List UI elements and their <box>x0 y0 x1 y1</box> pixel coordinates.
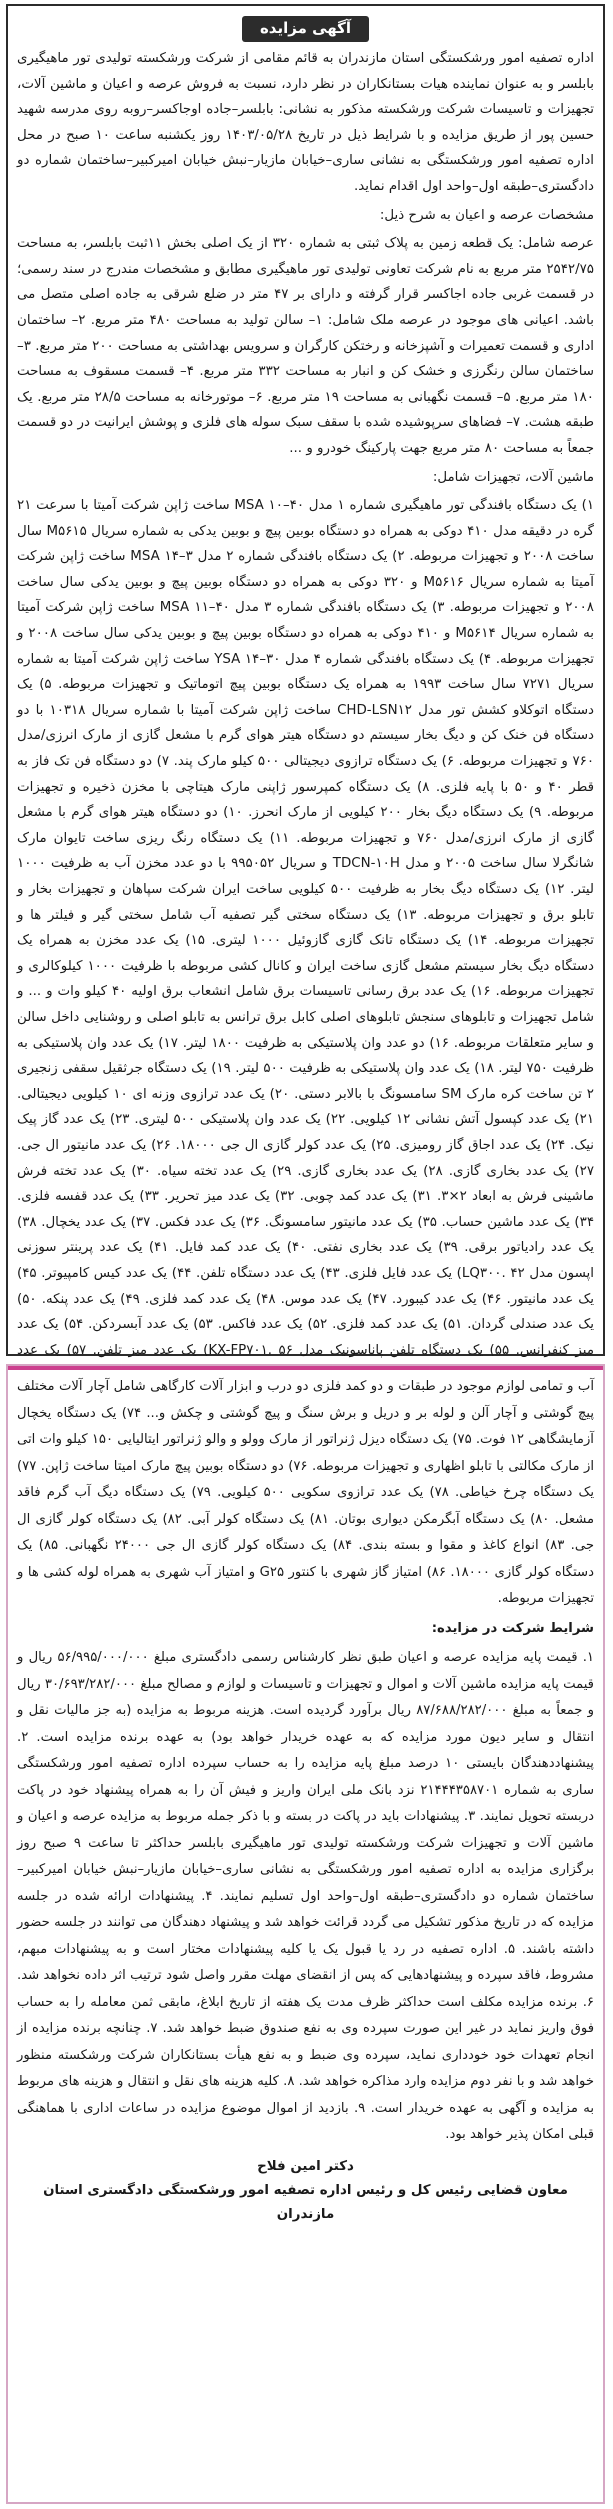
notice-bottom-panel <box>6 1364 605 2504</box>
signature-block <box>17 2155 594 2227</box>
conditions-heading: شرایط شرکت در مزایده: <box>431 1620 594 1636</box>
property-description: عرصه شامل: یک قطعه زمین به پلاک ثبتی به شماره ۳۲۰ از یک اصلی بخش ۱۱ثبت بابلسر، به مساحت ۲۵۴۲/۷۵ متر مربع به نام شرکت تعاونی تولیدی تور ماهیگیری مطابق و مشخصات مندرج در سند رسمی؛ در قسمت غربی جاده اجاکسر قرار گرفته و دارای بر ۴۷ متر در ضلع شرقی به جاده اصلی متصل می باشد. اعیانی های موجود در عرصه ملک شامل: ۱– سالن تولید به مساحت ۴۸۰ متر مربع. ۲– ساختمان اداری و قسمت تعمیرات و آشپزخانه و رختکن کارگران و سرویس بهداشتی به مساحت ۲۰۰ متر مربع. ۳– ساختمان سالن رنگرزی و خشک کن و انبار به مساحت ۳۳۲ متر مربع. ۴– قسمت مسقوف به مساحت ۱۸۰ متر مربع. ۵– قسمت نگهبانی به مساحت ۱۹ متر مربع. ۶– موتورخانه به مساحت ۲۸/۵ متر مربع. یک طبقه هشت. ۷– فضاهای سرپوشیده شده با سقف سبک سوله های فلزی و پوشش ایرانیت در دو قسمت جمعاً به مساحت ۸۰ متر مربع جهت پارکینگ خودرو و ... <box>17 236 595 456</box>
property-heading: مشخصات عرصه و اعیان به شرح ذیل: <box>379 207 594 223</box>
notice-title: آگهی مزایده <box>242 16 369 42</box>
notice-top-panel <box>6 4 605 1356</box>
machinery-list: ۱) یک دستگاه بافندگی تور ماهیگیری شماره ۱ مدل ۴۰–MSA ۱۰ ساخت ژاپن شرکت آمیتا با سرعت ۲۱ گره در دقیقه مدل ۴۱۰ دوکی به همراه دو دستگاه بوبین پیچ و بوبین یدکی به شماره سریال M۵۶۱۵ سال ساخت ۲۰۰۸ و تجهیزات مربوطه. ۲) یک دستگاه بافندگی شماره ۲ مدل ۳–MSA ۱۴ ساخت ژاپن شرکت آمیتا به شماره سریال M۵۶۱۶ و ۳۲۰ دوکی به همراه دو دستگاه بوبین پیچ و بوبین یدکی سال ساخت ۲۰۰۸ و تجهیزات مربوطه. ۳) یک دستگاه بافندگی شماره ۳ مدل ۴۰–MSA ۱۱ ساخت ژاپن شرکت آمیتا به شماره سریال M۵۶۱۴ و ۴۱۰ دوکی به همراه دو دستگاه بوبین پیچ و بوبین یدکی سال ساخت ۲۰۰۸ و تجهیزات مربوطه. ۴) یک دستگاه بافندگی شماره ۴ مدل ۳۰–YSA ۱۴ ساخت ژاپن شرکت آمیتا به شماره سریال ۷۲۷۱ سال ساخت ۱۹۹۳ به همراه یک دستگاه بوبین پیچ اتوماتیک و تجهیزات مربوطه. ۵) یک دستگاه اتوکلاو کشش تور مدل CHD-LSN۱۲ ساخت ژاپن شرکت آمیتا با شماره سریال ۱۰۳۱۸ با دو دستگاه فن خنک کن و دیگ بخار سیستم دو دستگاه هیتر هوای گرم با مشعل گازی از مارک انرزی/مدل ۷۶۰ و تجهیزات مربوطه. ۶) یک دستگاه ترازوی دیجیتالی ۵۰۰ کیلو مارک پند. ۷) دو دستگاه فن تک فاز به قطر ۴۰ و ۵۰ با پایه فلزی. ۸) یک دستگاه کمپرسور ژاپنی مارک هیتاچی با مخزن ذخیره و تجهیزات مربوطه. ۹) یک دستگاه دیگ بخار ۲۰۰ کیلویی از مارک انحرز. ۱۰) دو دستگاه هیتر هوای گرم با مشعل گازی از مارک انرزی/مدل ۷۶۰ و تجهیزات مربوطه. ۱۱) یک دستگاه رنگ ریزی ساخت تایوان مارک شانگرلا سال ساخت ۲۰۰۵ و مدل TDCN-۱۰H و سریال ۹۹۵۰۵۲ با دو عدد مخزن آب به ظرفیت ۱۰۰۰ لیتر. ۱۲) یک دستگاه دیگ بخار به ظرفیت ۵۰۰ کیلویی ساخت ایران شرکت سپاهان و تجهیزات بخار و تابلو برق و تجهیزات مربوطه. ۱۳) یک دستگاه سختی گیر تصفیه آب شامل سختی گیر و فیلتر ها و تجهیزات مربوطه. ۱۴) یک دستگاه تانک گازی گازوئیل ۱۰۰۰ لیتری. ۱۵) یک عدد مخزن به همراه یک دستگاه دیگ بخار سیستم مشعل گازی ساخت ایران و کانال کشی مربوطه با ظرفیت ۱۰۰۰ کیلوکالری و تجهیزات مربوطه. ۱۶) یک عدد برق رسانی تاسیسات برق شامل انشعاب برق اولیه ۴۰ کیلو وات و ... و شامل تجهیزات و تابلوهای سنجش تابلوهای اصلی کابل برق ترانس به تابلو اصلی و روشنایی داخل سالن و سایر متعلقات مربوطه. ۱۶) دو عدد وان پلاستیکی به ظرفیت ۱۸۰۰ لیتر. ۱۷) یک عدد وان پلاستیکی به ظرفیت ۷۵۰ لیتر. ۱۸) یک عدد وان پلاستیکی به ظرفیت ۵۰۰ لیتر. ۱۹) یک دستگاه جرثقیل سقفی زنجیری ۲ تن ساخت کره مارک SM سامسونگ با بالابر دستی. ۲۰) یک عدد ترازوی وزنه ای ۱۰ کیلویی دیجیتالی. ۲۱) یک عدد کپسول آتش نشانی ۱۲ کیلویی. ۲۲) یک عدد وان پلاستیکی ۵۰۰ لیتری. ۲۳) یک عدد گاز پیک نیک. ۲۴) یک عدد اجاق گاز رومیزی. ۲۵) یک عدد کولر گازی ال جی ۱۸۰۰۰. ۲۶) یک عدد مانیتور ال جی. ۲۷) یک عدد بخاری گازی. ۲۸) یک عدد بخاری گازی. ۲۹) یک عدد تخته سیاه. ۳۰) یک عدد تخته فرش ماشینی فرش به ابعاد ۲×۳. ۳۱) یک عدد کمد چوبی. ۳۲) یک عدد میز تحریر. ۳۳) یک عدد قفسه فلزی. ۳۴) یک عدد ماشین حساب. ۳۵) یک عدد مانیتور سامسونگ. ۳۶) یک عدد فکس. ۳۷) یک عدد یخچال. ۳۸) یک عدد رادیاتور برقی. ۳۹) یک عدد بخاری نفتی. ۴۰) یک عدد کمد فایل. ۴۱) یک عدد پرینتر سوزنی اپسون مدل LQ۳۰۰. ۴۲) یک عدد فایل فلزی. ۴۳) یک عدد دستگاه تلفن. ۴۴) یک عدد کیس کامپیوتر. ۴۵) یک عدد مانیتور. ۴۶) یک عدد کیبورد. ۴۷) یک عدد موس. ۴۸) یک عدد کمد فلزی. ۴۹) یک عدد پنکه. ۵۰) یک عدد صندلی گردان. ۵۱) یک عدد کمد فلزی. ۵۲) یک عدد فاکس. ۵۳) یک عدد آبسردکن. ۵۴) یک عدد میز کنفرانس. ۵۵) یک دستگاه تلفن پاناسونیک مدل KX-FP۷۰۱. ۵۶) یک عدد میز تلفن. ۵۷) یک عدد <box>17 498 595 1358</box>
machinery-heading: ماشین آلات، تجهیزات شامل: <box>432 469 594 485</box>
signatory-role: معاون قضایی رئیس کل و رئیس اداره تصفیه امور ورشکستگی دادگستری استان مازندران <box>43 2182 568 2222</box>
machinery-list-continued: آب و تمامی لوازم موجود در طبقات و دو کمد فلزی دو درب و ابزار آلات کارگاهی شامل آچار آلات مختلف پیچ گوشتی و آچار آلن و لوله بر و دریل و برش سنگ و پیچ گوشتی و چکش و... ۷۴) یک دستگاه یخچال آزمایشگاهی ۱۲ فوت. ۷۵) یک دستگاه دیزل ژنراتور از مارک وولو و والو ژنراتور ایتالیایی ۱۵۰ کیلو وات اتی از مارک مکالتی با تابلو اظهاری و تجهیزات مربوطه. ۷۶) دو دستگاه بوبین پیچ مارک امیتا ساخت ژاپن. ۷۷) یک دستگاه چرخ خیاطی. ۷۸) یک عدد ترازوی سکویی ۵۰۰ کیلویی. ۷۹) یک دستگاه دیگ آب گرم فاقد مشعل. ۸۰) یک دستگاه آبگرمکن دیواری بوتان. ۸۱) یک دستگاه کولر آبی. ۸۲) یک دستگاه کولر گازی ال جی. ۸۳) انواع کاغذ و مقوا و بسته بندی. ۸۴) یک دستگاه کولر گازی ال جی ۲۴۰۰۰ نگهبانی. ۸۵) یک دستگاه کولر گازی ۱۸۰۰۰. ۸۶) امتیاز گاز شهری با کنتور G۲۵ و امتیاز آب شهری به همراه لوله کشی ها و تجهیزات مربوطه. <box>17 1379 595 1606</box>
conditions-text: ۱. قیمت پایه مزایده عرصه و اعیان طبق نظر کارشناس رسمی دادگستری مبلغ ۵۶/۹۹۵/۰۰۰/۰۰۰ ریال و قیمت پایه مزایده ماشین آلات و اموال و تجهیزات و تاسیسات و لوازم و مصالح مبلغ ۳۰/۶۹۳/۲۸۲/۰۰۰ ریال و جمعاً به مبلغ ۸۷/۶۸۸/۲۸۲/۰۰۰ ریال برآورد گردیده است. هزینه مربوط به مزایده (به جز مالیات نقل و انتقال و سایر دیون مورد مزایده که به عهده خریدار خواهد بود) به عهده برنده مزایده است. ۲. پیشنهاددهندگان بایستی ۱۰ درصد مبلغ پایه مزایده را به حساب سپرده اداره تصفیه امور ورشکستگی ساری به شماره ۲۱۴۴۴۳۵۸۷۰۱ نزد بانک ملی ایران واریز و فیش آن را به همراه پیشنهاد خود در پاکت دربسته تحویل نمایند. ۳. پیشنهادات باید در پاکت در بسته و با ذکر جمله مربوط به مزایده عرصه و اعیان و ماشین آلات و تجهیزات شرکت ورشکسته تولیدی تور ماهیگیری بابلسر حداکثر تا ساعت ۹ صبح روز برگزاری مزایده به اداره تصفیه امور ورشکستگی به نشانی ساری–خیابان مازیار–نبش خیابان امیرکبیر–ساختمان شماره دو دادگستری–طبقه اول–واحد اول تسلیم نمایند. ۴. پیشنهادات ارائه شده در جلسه مزایده که در تاریخ مذکور تشکیل می گردد قرائت خواهد شد و پیشنهاد دهندگان می توانند در جلسه حضور داشته باشند. ۵. اداره تصفیه در رد یا قبول یک یا کلیه پیشنهادات مختار است و به پیشنهادات مبهم، مشروط، فاقد سپرده و پیشنهادهایی که پس از انقضای مهلت مقرر واصل شود ترتیب اثر داده نخواهد شد. ۶. برنده مزایده مکلف است حداکثر ظرف مدت یک هفته از تاریخ ابلاغ، مابقی ثمن معامله را به حساب فوق واریز نماید در غیر این صورت سپرده وی به نفع صندوق ضبط خواهد شد. ۷. چنانچه برنده مزایده از انجام تعهدات خود خودداری نماید، سپرده وی ضبط و به نفع هیأت بستانکاران شرکت ورشکسته منظور خواهد شد و با نفر دوم مزایده وارد مذاکره خواهد شد. ۸. کلیه هزینه های نقل و انتقال و هزینه های مربوط به مزایده و آگهی به عهده خریدار است. ۹. بازدید از اموال موضوع مزایده در ساعات اداری با هماهنگی قبلی امکان پذیر خواهد بود. <box>17 1650 595 2142</box>
intro-paragraph: اداره تصفیه امور ورشکستگی استان مازندران به قائم مقامی از شرکت ورشکسته تولیدی تور ماهیگیری بابلسر و به عنوان نماینده هیات بستانکاران در نظر دارد، نسبت به فروش عرصه و اعیان و ماشین آلات، تجهیزات و تاسیسات شرکت ورشکسته مذکور به نشانی: بابلسر–جاده اوجاکسر–روبه روی مدرسه شهید حسین پور از طریق مزایده و با شرایط ذیل در تاریخ ۱۴۰۳/۰۵/۲۸ روز یکشنبه ساعت ۱۰ صبح در محل اداره تصفیه امور ورشکستگی به نشانی ساری–خیابان مازیار–نبش خیابان امیرکبیر–ساختمان شماره دو دادگستری–طبقه اول–واحد اول اقدام نماید. <box>17 51 595 194</box>
signatory-name: دکتر امین فلاح <box>257 2158 354 2174</box>
title-wrap <box>17 16 594 42</box>
